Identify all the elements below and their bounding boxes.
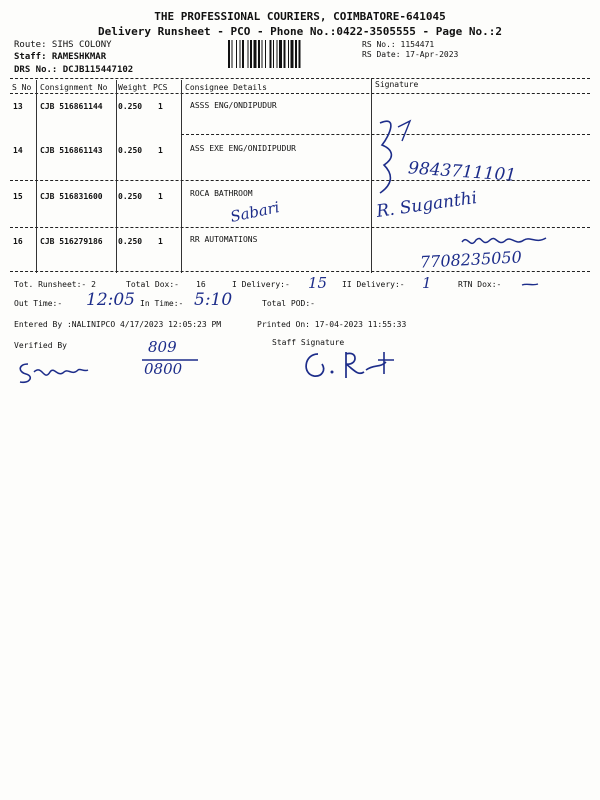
row-rule [10,227,590,228]
rtn-dox-dash [520,280,540,288]
barcode [228,40,353,68]
verified-count-bottom: 0800 [144,360,183,378]
out-time-value: 12:05 [86,290,135,310]
row-consignment: CJB 516279186 [40,237,103,246]
staff-label: Staff: RAMESHKMAR [14,52,107,62]
i-delivery-label: I Delivery:- [232,280,290,289]
row-consignment: CJB 516861143 [40,146,103,155]
rs-date: RS Date: 17-Apr-2023 [362,50,459,59]
total-dox-label: Total Dox:- [126,280,179,289]
out-time-label: Out Time:- [14,299,63,308]
row-consignee: ASS EXE ENG/ONIDIPUDUR [190,144,296,153]
row-weight: 0.250 [118,192,143,201]
row15-signature: R. Suganthi [375,188,479,222]
row-consignment: CJB 516861144 [40,102,103,111]
table-top-rule [10,78,590,79]
row15-name: Sabari [228,198,282,226]
ii-delivery-label: II Delivery:- [342,280,405,289]
row-weight: 0.250 [118,146,143,155]
in-time-label: In Time:- [140,299,184,308]
total-pod-label: Total POD:- [262,299,315,308]
row-consignee: RR AUTOMATIONS [190,235,258,244]
verified-by-signature [14,358,94,386]
drs-number: DRS No.: DCJB115447102 [14,65,134,75]
ii-delivery-value: 1 [422,274,432,292]
header-bottom-rule [10,93,590,94]
company-title: THE PROFESSIONAL COURIERS, COIMBATORE-641045 [154,10,446,23]
total-dox-value: 16 [196,280,206,289]
verified-by-label: Verified By [14,341,67,350]
total-runsheet: Tot. Runsheet:- 2 [14,280,96,289]
col-divider-1 [36,80,37,273]
col-header-weight: Weight [118,83,147,92]
rtn-dox-label: RTN Dox:- [458,280,502,289]
row-pcs: 1 [158,102,163,111]
row-pcs: 1 [158,237,163,246]
rs-number: RS No.: 1154471 [362,40,435,49]
row14-signature: 9843711101 [407,158,517,186]
row-sno: 16 [13,237,23,246]
route-label: Route: SIHS COLONY [14,40,112,50]
signature-bracket [368,105,428,200]
col-header-pcs: PCS [153,83,168,92]
row-pcs: 1 [158,192,163,201]
verified-count-top: 809 [148,338,177,356]
col-divider-2 [116,80,117,273]
row-weight: 0.250 [118,102,143,111]
row-sno: 14 [13,146,23,155]
col-header-consignment: Consignment No [40,83,108,92]
table-bottom-rule [10,271,590,272]
row-sno: 13 [13,102,23,111]
col-header-sno: S No [12,83,32,92]
row16-phone: 7708235050 [419,247,523,272]
row-weight: 0.250 [118,237,143,246]
row-consignee: ASSS ENG/ONDIPUDUR [190,101,277,110]
col-header-consignee: Consignee Details [185,83,267,92]
row-sno: 15 [13,192,23,201]
printed-on: Printed On: 17-04-2023 11:55:33 [257,320,407,329]
row-consignee: ROCA BATHROOM [190,189,253,198]
entered-by: Entered By :NALINIPCO 4/17/2023 12:05:23 PM [14,320,222,329]
row-pcs: 1 [158,146,163,155]
row-consignment: CJB 516831600 [40,192,103,201]
in-time-value: 5:10 [194,290,233,310]
i-delivery-value: 15 [308,274,328,292]
staff-signature-mark [300,346,410,386]
staff-signature-label: Staff Signature [272,338,345,347]
col-header-signature: Signature [375,80,419,89]
runsheet-subtitle: Delivery Runsheet - PCO - Phone No.:0422-3505555 - Page No.:2 [98,25,502,38]
col-divider-3 [181,80,182,273]
